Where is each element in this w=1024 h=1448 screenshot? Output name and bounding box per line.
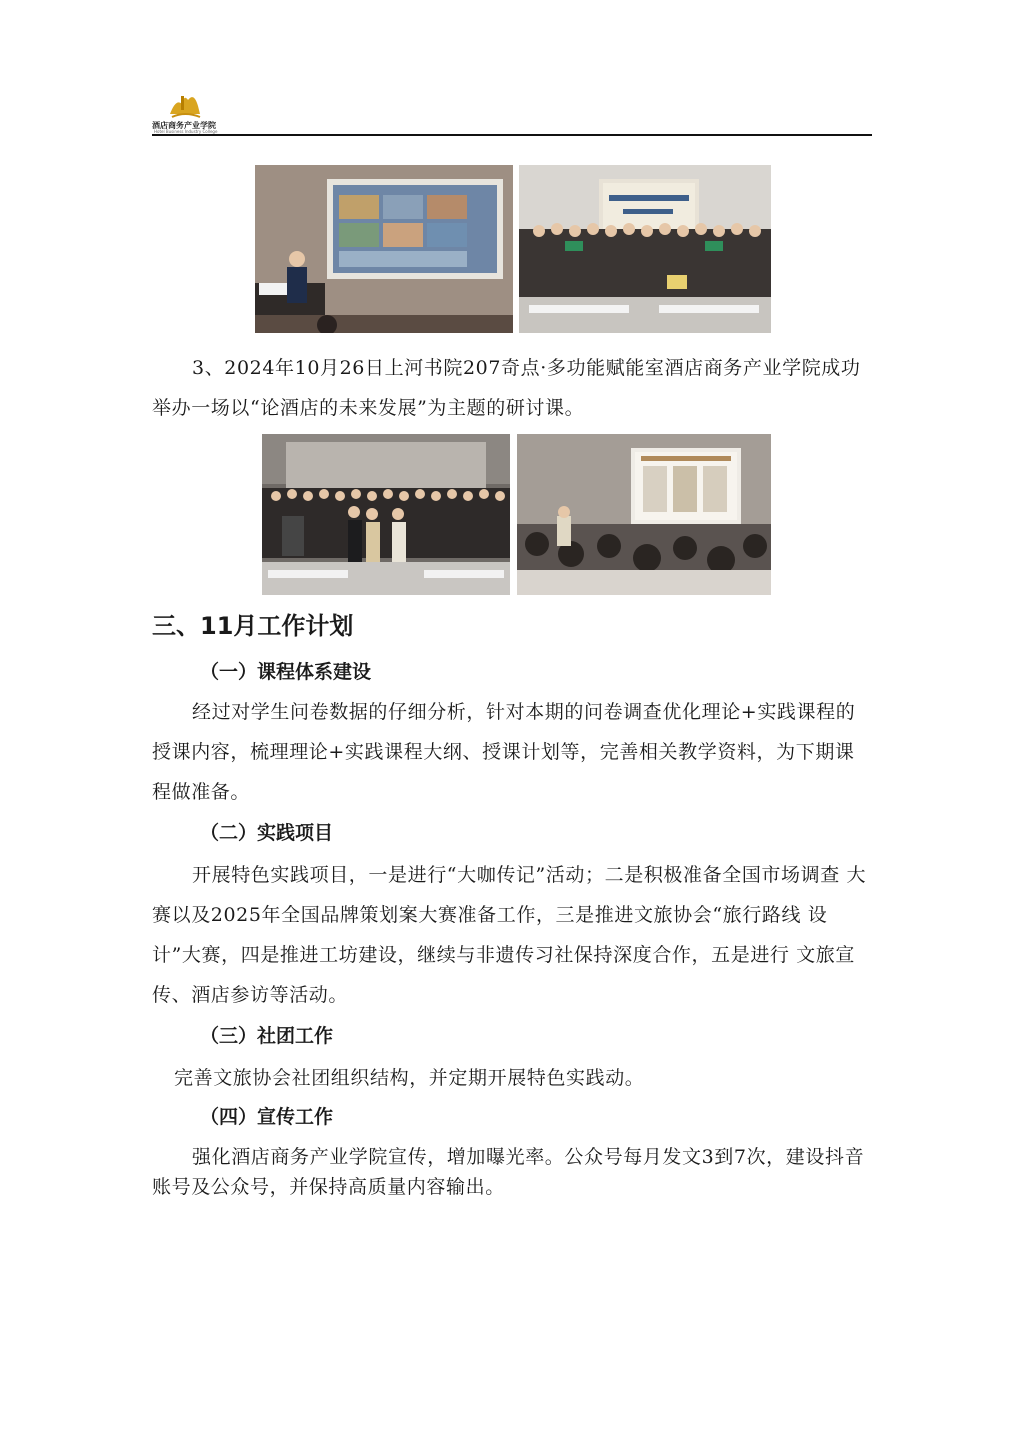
group-photo-classroom [262, 434, 510, 595]
subsection-title-publicity: （四）宣传工作 [200, 1106, 334, 1128]
subsection-title-practice: （二）实践项目 [200, 822, 334, 844]
subsection-title-club: （三）社团工作 [200, 1025, 334, 1047]
college-logo [152, 90, 232, 134]
group-photo-with-screen [519, 165, 771, 333]
seminar-audience-photo [517, 434, 771, 595]
logo-mark-icon [168, 90, 202, 120]
speaker-presentation-photo [255, 165, 513, 333]
subsection-text-publicity: 强化酒店商务产业学院宣传，增加曝光率。公众号每月发文3到7次，建设抖音账号及公众号，并保持高质量内容输出。 [152, 1146, 865, 1198]
header-rule [152, 134, 872, 136]
logo-subtext: Hotel Business Industry College [154, 129, 218, 134]
section-title: 三、11月工作计划 [152, 612, 354, 640]
logo-text: 酒店商务产业学院 [152, 121, 216, 130]
subsection-text-club: 完善文旅协会社团组织结构，并定期开展特色实践动。 [174, 1067, 645, 1089]
subsection-text-curriculum: 经过对学生问卷数据的仔细分析，针对本期的问卷调查优化理论+实践课程的授课内容，梳理理论+实践课程大纲、授课计划等，完善相关教学资料，为下期课程做准备。 [152, 701, 856, 803]
subsection-title-curriculum: （一）课程体系建设 [200, 661, 372, 683]
event-paragraph: 3、2024年10月26日上河书院207奇点·多功能赋能室酒店商务产业学院成功举办一场以“论酒店的未来发展”为主题的研讨课。 [152, 357, 861, 419]
page-header [152, 90, 872, 136]
subsection-text-practice: 开展特色实践项目，一是进行“大咖传记”活动；二是积极准备全国市场调查 大赛以及2025年全国品牌策划案大赛准备工作，三是推进文旅协会“旅行路线 设计”大赛，四是推进工坊建设，继续与非遗传习社保持深度合作，五是进行 文旅宣传、酒店参访等活动。 [152, 864, 867, 1006]
